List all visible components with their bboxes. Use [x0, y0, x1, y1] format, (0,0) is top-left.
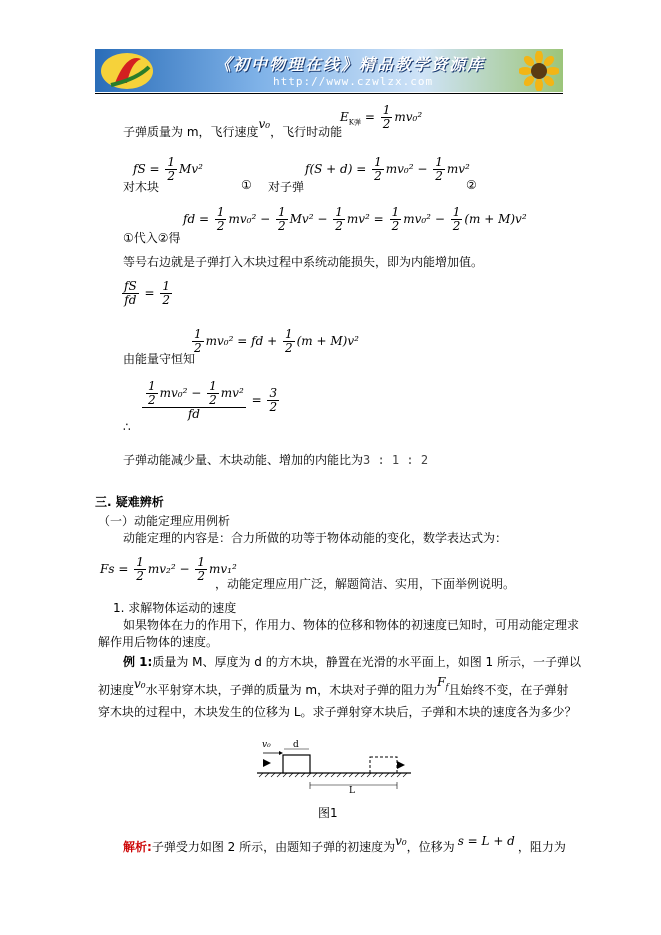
bullet-exit-icon — [397, 761, 405, 769]
half-frac — [283, 328, 295, 355]
mv22: mv₂² — [147, 562, 176, 576]
den: 2 — [209, 393, 217, 407]
minus: − — [317, 212, 328, 226]
text: 子弹受力如图 2 所示，由题知子弹的初速度为 — [151, 840, 396, 854]
fS-fd-frac — [122, 280, 139, 307]
mMv2: (m + M)v² — [464, 212, 527, 226]
mv0: mv₀² — [385, 162, 414, 176]
num: 1 — [277, 205, 286, 219]
label-d: d — [293, 740, 299, 750]
num: 3 — [269, 386, 278, 400]
paragraph-method-2: 解作用后物体的速度。 — [98, 635, 219, 649]
half-frac — [215, 206, 227, 233]
eq: = — [149, 162, 160, 176]
sunflower-icon — [519, 51, 559, 91]
text: 水平射穿木块，子弹的质量为 m，木块对子弹的阻力为 — [145, 683, 438, 697]
mv12: mv₁² — [208, 562, 237, 576]
Fs: Fs — [100, 562, 115, 576]
eq: = — [373, 212, 384, 226]
den: 2 — [435, 169, 443, 183]
num: 1 — [162, 279, 171, 293]
num: 1 — [167, 155, 176, 169]
mv2: mv² — [346, 212, 370, 226]
den: 2 — [374, 169, 382, 183]
half-frac — [451, 206, 463, 233]
eq: = — [356, 162, 367, 176]
solution-line — [123, 834, 566, 854]
den: 2 — [452, 219, 461, 233]
den: fd — [142, 407, 246, 421]
num: 1 — [374, 155, 382, 169]
half-frac — [381, 104, 393, 131]
formula-ek — [340, 104, 422, 131]
line-ratio — [123, 453, 428, 467]
den: fd — [122, 293, 139, 307]
num: 1 — [197, 555, 205, 569]
num — [142, 380, 246, 407]
mv2: mv² — [220, 386, 244, 400]
F: F — [437, 675, 446, 689]
half-frac — [372, 156, 384, 183]
formula-fd — [183, 206, 527, 233]
eq: = — [364, 110, 375, 124]
den: 2 — [382, 117, 391, 131]
eq: = — [198, 212, 210, 226]
num: 1 — [284, 327, 293, 341]
mv0: mv₀² — [394, 110, 423, 124]
label-eq2: ② — [466, 178, 477, 192]
den: 2 — [148, 393, 156, 407]
text: 且始终不变，在子弹射 — [448, 683, 569, 697]
text: 初速度 — [98, 683, 135, 697]
den: 2 — [167, 169, 176, 183]
ek-sub: K弹 — [348, 118, 361, 127]
example-label: 例 1: — [123, 655, 153, 669]
text: ，飞行时动能 — [270, 125, 343, 139]
den: 2 — [194, 341, 202, 355]
half-frac — [165, 156, 177, 183]
paragraph-theorem: 动能定理的内容是：合力所做的功等于物体动能的变化，数学表达式为： — [123, 531, 508, 545]
den: 2 — [136, 569, 144, 583]
text: 子弹质量为 m，飞行速度 — [123, 125, 259, 139]
therefore-symbol: ∴ — [123, 420, 131, 434]
num: 1 — [216, 205, 225, 219]
example-line-2 — [98, 675, 569, 702]
label-L: L — [349, 786, 355, 795]
label-conservation: 由能量守恒知 — [123, 352, 196, 366]
block-final — [370, 757, 397, 773]
Mv2: Mv² — [179, 162, 203, 176]
eq: = — [237, 334, 248, 348]
logo-icon — [97, 49, 157, 92]
text: ，阻力为 — [517, 840, 566, 854]
ek-symbol: E — [340, 110, 349, 124]
half-frac — [146, 380, 158, 407]
bullet-icon — [263, 759, 271, 767]
arrow-icon — [279, 751, 283, 755]
num: 1 — [194, 327, 202, 341]
half-frac — [192, 328, 204, 355]
v0-symbol: v₀ — [395, 834, 407, 848]
half-frac — [276, 206, 288, 233]
section-heading: 三. 疑难辨析 — [95, 495, 164, 509]
formula-big-ratio — [140, 380, 281, 421]
eq: = — [144, 286, 155, 300]
plus: + — [267, 334, 278, 348]
minus: − — [260, 212, 271, 226]
label-block: 对木块 — [123, 180, 160, 194]
eq: = — [251, 393, 262, 407]
subsection-heading: （一）动能定理应用例析 — [98, 514, 231, 528]
big-frac — [142, 380, 246, 421]
item-heading: 1. 求解物体运动的速度 — [113, 601, 237, 615]
label-substitute: ①代入②得 — [123, 231, 181, 245]
label-eq1: ① — [241, 178, 252, 192]
num: 1 — [382, 103, 391, 117]
half-frac — [390, 206, 402, 233]
paragraph-energy-loss: 等号右边就是子弹打入木块过程中系统动能损失，即为内能增加值。 — [123, 255, 484, 269]
half-frac — [333, 206, 345, 233]
den: 2 — [335, 219, 343, 233]
mv0: mv₀² — [205, 334, 234, 348]
minus: − — [179, 562, 190, 576]
paragraph-method-1: 如果物体在力的作用下，作用力、物体的位移和物体的初速度已知时，可用动能定理求 — [123, 618, 580, 632]
formula-block — [133, 156, 203, 183]
text: 子弹动能减少量、木块动能、增加的内能比为 — [123, 453, 364, 467]
sub: f — [445, 682, 449, 692]
half-frac — [195, 556, 207, 583]
den: 2 — [197, 569, 205, 583]
num: 1 — [148, 379, 156, 393]
s-formula: s = L + d — [457, 834, 515, 848]
fS: fS — [133, 162, 146, 176]
v0-symbol: v₀ — [258, 117, 271, 131]
half-frac — [207, 380, 219, 407]
example-line-3: 穿木块的过程中，木块发生的位移为 L。求子弹射穿木块后，子弹和木块的速度各为多少？ — [98, 705, 577, 719]
three-half-frac — [267, 387, 279, 414]
half-frac — [134, 556, 146, 583]
minus: − — [191, 386, 202, 400]
num: 1 — [136, 555, 144, 569]
den: 2 — [284, 341, 293, 355]
eq: = — [118, 562, 129, 576]
text: ，位移为 — [406, 840, 455, 854]
den: 2 — [277, 219, 286, 233]
den: 2 — [269, 400, 278, 414]
label-bullet: 对子弹 — [268, 180, 305, 194]
fSd: f(S + d) — [305, 162, 353, 176]
den: 2 — [391, 219, 400, 233]
num: 1 — [335, 205, 343, 219]
minus: − — [434, 212, 445, 226]
paragraph-theorem-note: ，动能定理应用广泛，解题简洁、实用，下面举例说明。 — [215, 577, 516, 591]
mv0: mv₀² — [228, 212, 257, 226]
mv2: mv² — [446, 162, 470, 176]
half-frac — [433, 156, 445, 183]
mv0: mv₀² — [159, 386, 188, 400]
example-line-1 — [123, 655, 581, 669]
half-frac — [160, 280, 172, 307]
ratio-value: 3 : 1 : 2 — [363, 453, 429, 467]
banner-url[interactable]: http://www.czwlzx.com — [273, 75, 434, 88]
line-bullet-mass — [123, 117, 343, 139]
formula-ratio — [120, 280, 174, 307]
fd: fd — [251, 334, 264, 348]
v0-symbol: v₀ — [134, 677, 146, 691]
header-banner — [95, 49, 563, 92]
banner-title: 《初中物理在线》精品教学资源库 — [215, 55, 486, 74]
label-v0: v₀ — [262, 740, 271, 750]
num: fS — [124, 279, 137, 293]
den: 2 — [162, 293, 171, 307]
figure-caption: 图1 — [318, 806, 338, 820]
minus: − — [417, 162, 428, 176]
formula-bullet — [305, 156, 470, 183]
text: 质量为 M、厚度为 d 的方木块，静置在光滑的水平面上，如图 1 所示，一子弹以 — [152, 655, 582, 669]
num: 1 — [209, 379, 217, 393]
mMv2: (m + M)v² — [296, 334, 359, 348]
mv0: mv₀² — [403, 212, 431, 226]
num: 1 — [452, 205, 461, 219]
solution-label: 解析: — [123, 840, 152, 854]
figure-1 — [255, 735, 415, 795]
block-initial — [283, 755, 310, 773]
den: 2 — [216, 219, 225, 233]
Mv2: Mv² — [289, 212, 314, 226]
ff-symbol — [437, 675, 449, 692]
fd: fd — [183, 212, 196, 226]
num: 1 — [391, 205, 400, 219]
num: 1 — [435, 155, 443, 169]
formula-conservation — [190, 328, 359, 355]
header-rule — [95, 93, 563, 94]
